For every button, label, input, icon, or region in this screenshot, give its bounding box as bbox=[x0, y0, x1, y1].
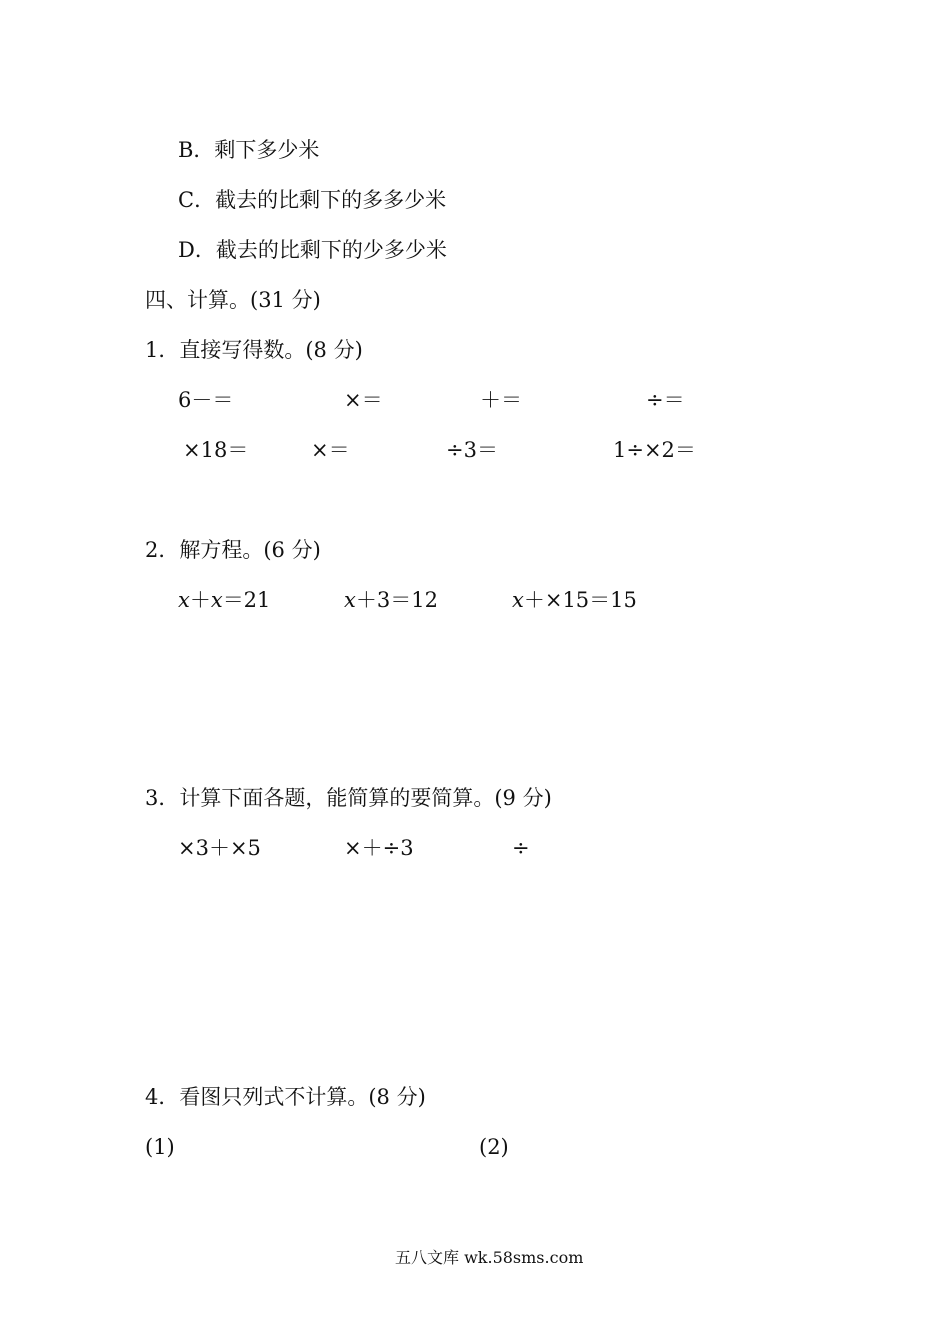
equation-1 bbox=[178, 588, 270, 612]
variable-x: x bbox=[178, 588, 190, 612]
equation-part: ＋3＝12 bbox=[355, 588, 438, 612]
variable-x: x bbox=[344, 588, 356, 612]
q3-expression: ÷ bbox=[512, 836, 530, 860]
equation-2 bbox=[344, 588, 438, 612]
variable-x: x bbox=[512, 588, 524, 612]
q1-expression: ＋＝ bbox=[480, 388, 522, 412]
q1-expression: ÷＝ bbox=[646, 388, 685, 412]
option-c: C．截去的比剩下的多多少米 bbox=[178, 188, 447, 212]
question-4-title: 4．看图只列式不计算。(8 分) bbox=[145, 1085, 426, 1109]
q3-expression: ×＋÷3 bbox=[344, 836, 414, 860]
sub-question-1-label: (1) bbox=[145, 1135, 175, 1159]
q1-expression: ÷3＝ bbox=[446, 438, 498, 462]
equation-3 bbox=[512, 588, 637, 612]
equation-part: ＝21 bbox=[222, 588, 271, 612]
q1-expression: 1÷×2＝ bbox=[613, 438, 696, 462]
q1-expression: 6－＝ bbox=[178, 388, 234, 412]
variable-x: x bbox=[210, 588, 223, 612]
question-2-title: 2．解方程。(6 分) bbox=[145, 538, 321, 562]
question-3-title: 3．计算下面各题，能简算的要简算。(9 分) bbox=[145, 786, 552, 810]
section-4-title: 四、计算。(31 分) bbox=[145, 288, 321, 312]
option-d: D．截去的比剩下的少多少米 bbox=[178, 238, 447, 262]
question-1-title: 1．直接写得数。(8 分) bbox=[145, 338, 363, 362]
equation-part: ＋ bbox=[189, 588, 211, 612]
q1-expression: ×＝ bbox=[311, 438, 350, 462]
q1-expression: ×18＝ bbox=[183, 438, 249, 462]
equation-part: ＋×15＝15 bbox=[523, 588, 637, 612]
sub-question-2-label: (2) bbox=[479, 1135, 509, 1159]
q1-expression: ×＝ bbox=[344, 388, 383, 412]
footer-watermark: 五八文库 wk.58sms.com bbox=[395, 1248, 584, 1267]
q3-expression: ×3＋×5 bbox=[178, 836, 261, 860]
option-b: B．剩下多少米 bbox=[178, 138, 320, 162]
